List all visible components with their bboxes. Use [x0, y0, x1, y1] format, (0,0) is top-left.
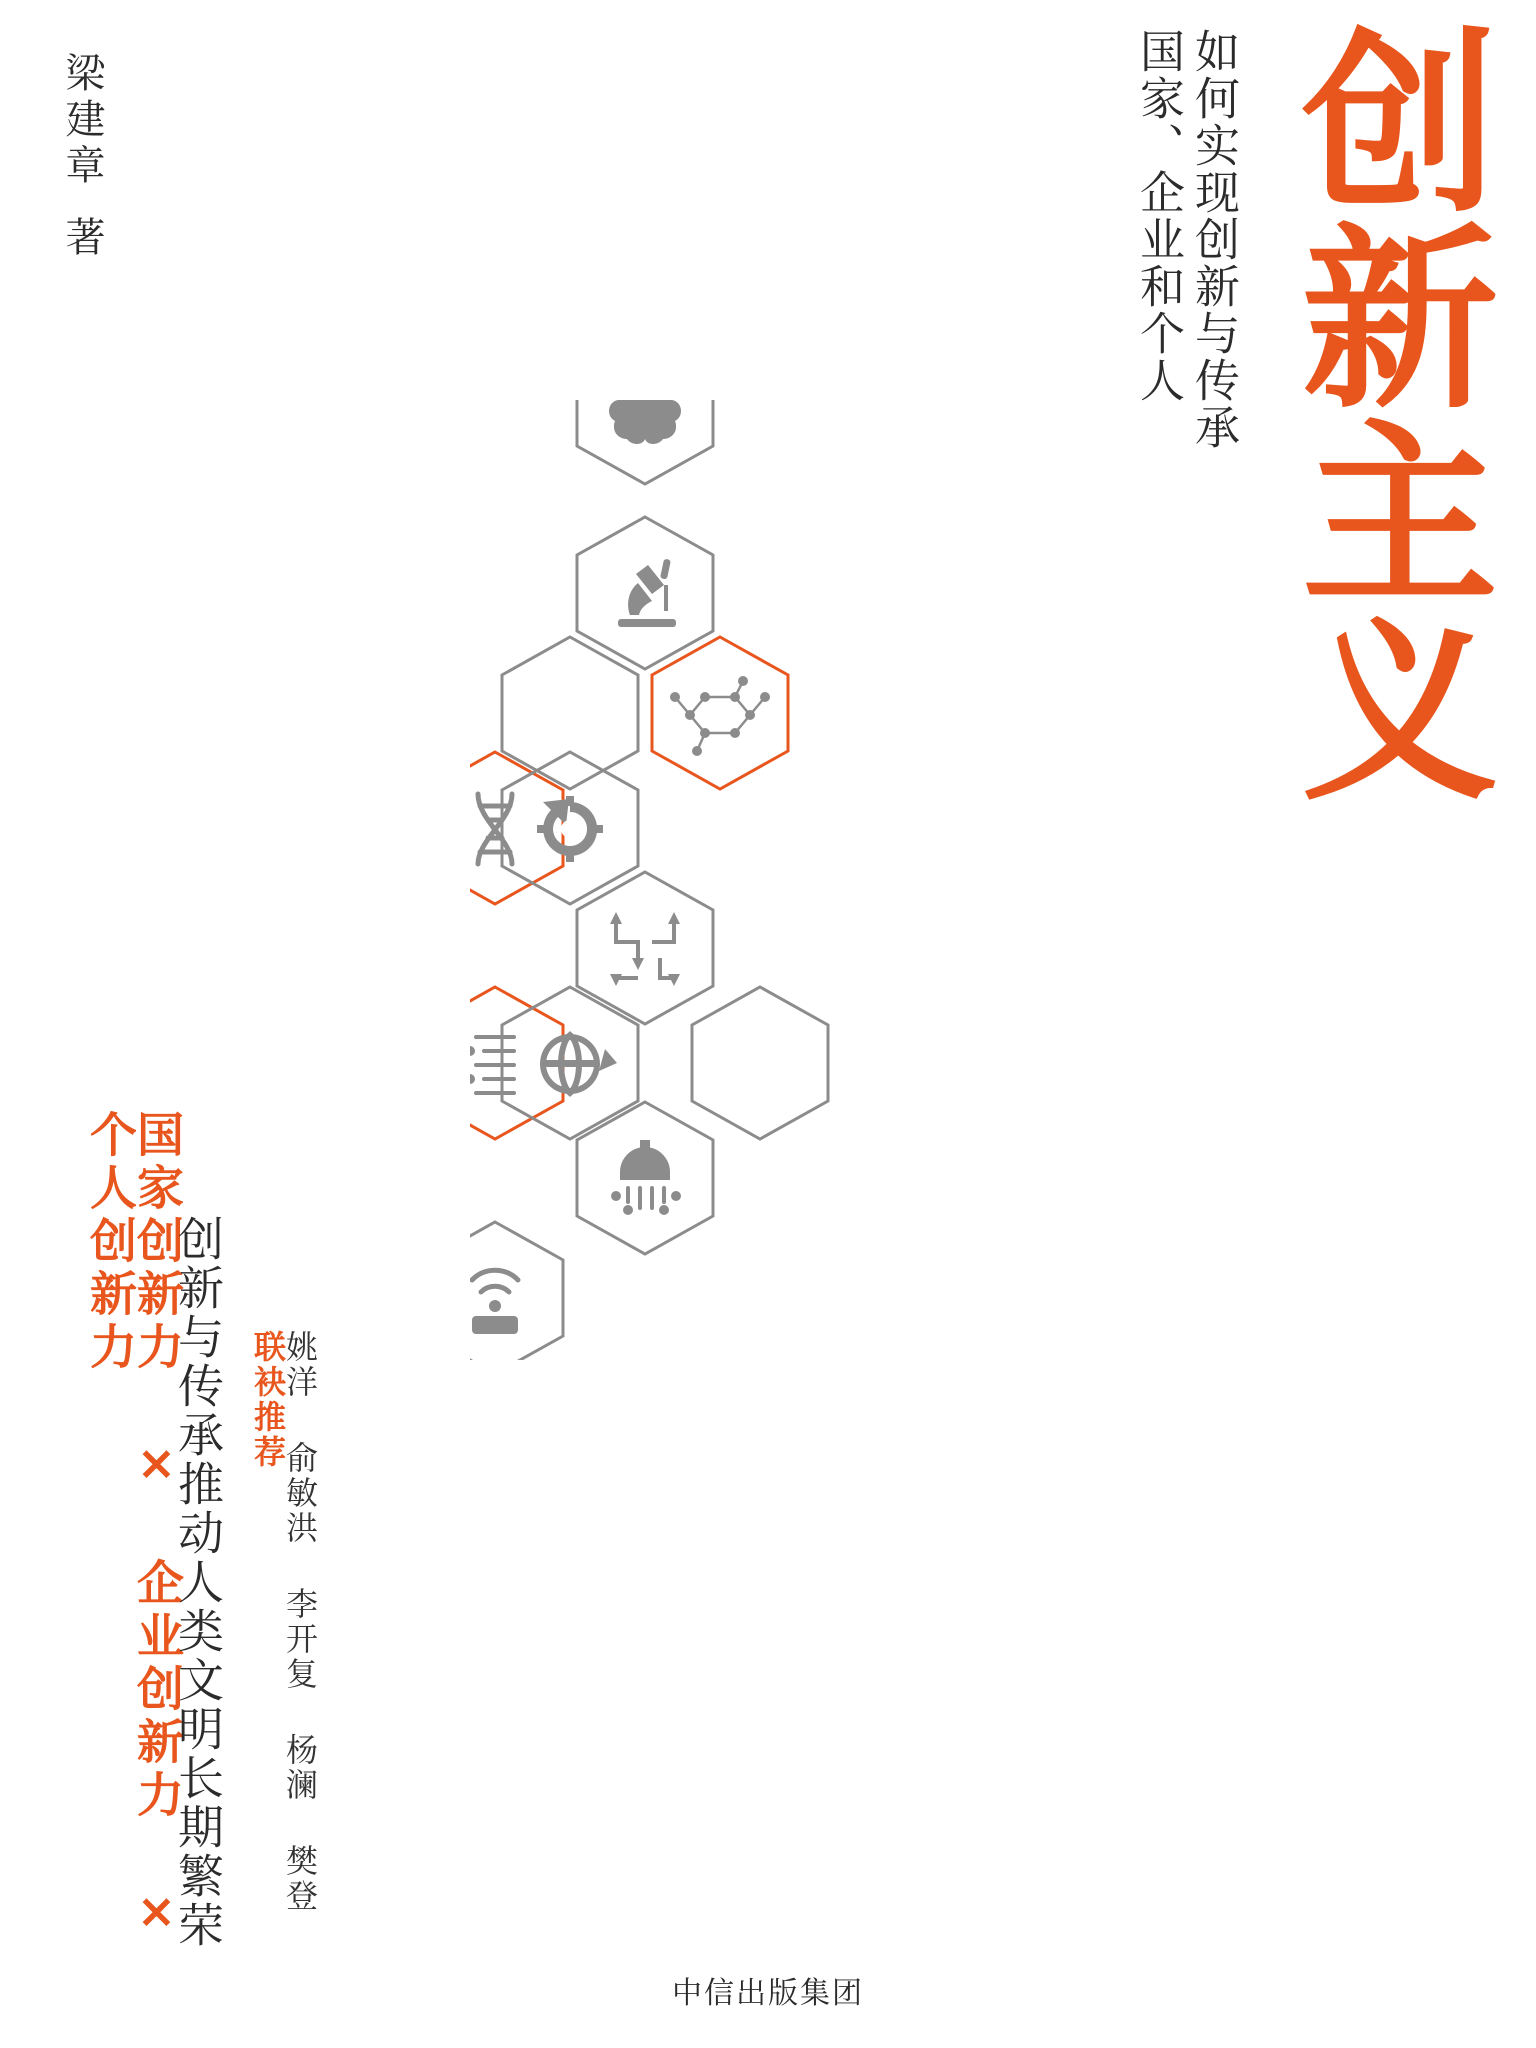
- subtitle-line-2: 如何实现创新与传承: [1187, 28, 1240, 451]
- wifi-device-icon: [470, 1222, 563, 1360]
- molecule-icon: [652, 637, 788, 789]
- publisher-name: 中信出版集团: [672, 1976, 864, 2011]
- page-title: 创新主义: [1269, 20, 1499, 804]
- gear-refresh-icon: [502, 752, 638, 904]
- brain-icon: [577, 400, 713, 484]
- endorsement-tag: 联袂推荐: [249, 1330, 287, 1470]
- author-role: 著: [59, 216, 105, 256]
- author-name: 梁建章: [59, 52, 105, 190]
- tagline-accent: 国家创新力 × 企业创新力 × 个人创新力: [82, 1110, 184, 1945]
- tagline-secondary: 创新与传承推动人类文明长期繁荣: [171, 1215, 225, 1950]
- author-block: [59, 52, 105, 256]
- hexagon-illustration: [470, 400, 1090, 1360]
- microscope-icon: [577, 517, 713, 669]
- english-subtitle: [1208, 1140, 1508, 1700]
- subtitle: [1132, 28, 1240, 588]
- endorser-names: 姚洋 俞敏洪 李开复 杨澜 樊登: [281, 1330, 319, 1914]
- endorsers-block: [249, 1330, 319, 1950]
- empty-hex-2: [692, 987, 828, 1139]
- subtitle-line-1: 国家、企业和个人: [1132, 28, 1185, 404]
